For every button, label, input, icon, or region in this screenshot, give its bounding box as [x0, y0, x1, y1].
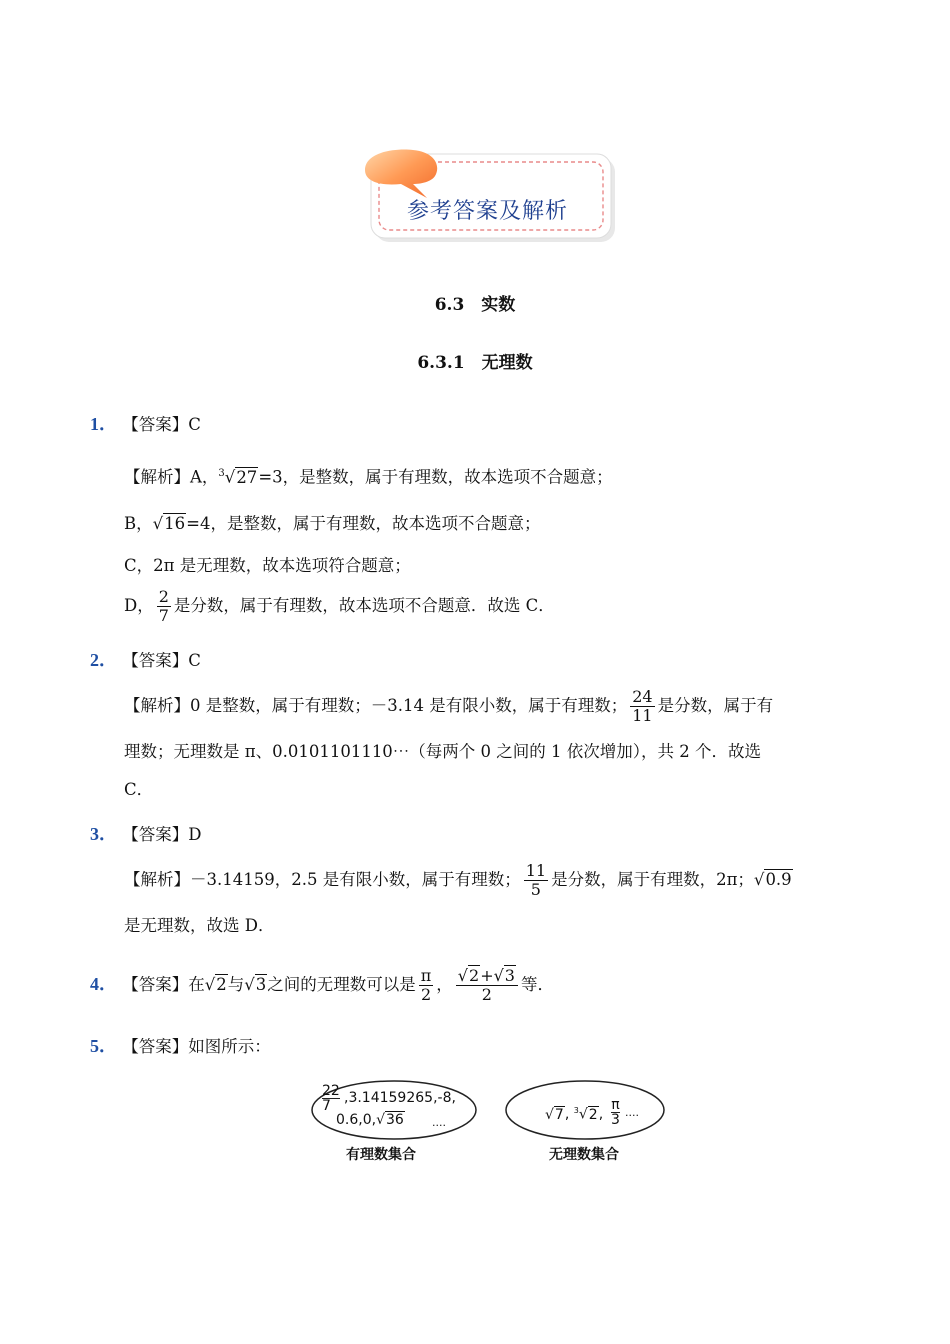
q2-answer-line	[90, 648, 201, 673]
q1-analysis-b	[124, 512, 540, 536]
sqrt-3: √3	[244, 975, 267, 994]
sqrt-3: √3	[493, 966, 515, 985]
answer-label: 【答案】	[122, 415, 189, 434]
fraction-sum-roots	[456, 967, 518, 1004]
answer-value: D	[188, 825, 202, 844]
denominator: 3	[611, 1112, 620, 1128]
irrational-fraction-pi-3	[611, 1098, 620, 1127]
radicand: 16	[164, 514, 186, 533]
irrational-values: √7, $^3$√2,	[545, 1106, 604, 1123]
answer-label: 【答案】	[122, 975, 189, 994]
answer-banner	[355, 148, 620, 248]
irrational-set-diagram	[503, 1078, 667, 1168]
denominator: 2	[481, 985, 492, 1004]
q1-answer-line	[90, 412, 201, 437]
cube-root-27: $^3$√27	[218, 467, 258, 487]
denominator: 7	[158, 606, 169, 625]
answer-text: 与	[227, 975, 245, 994]
sqrt-7: √7	[545, 1106, 564, 1123]
answer-label: 【答案】	[122, 825, 189, 844]
rational-values: 0.6,0,	[336, 1112, 377, 1128]
numerator: 11	[525, 861, 547, 880]
question-number: 1．	[90, 414, 117, 434]
q2-analysis-line1	[124, 684, 773, 728]
question-number: 2．	[90, 650, 117, 670]
numerator: π	[611, 1097, 620, 1113]
radicand: 7	[554, 1106, 564, 1123]
numerator: 22	[322, 1083, 340, 1099]
root-index: 3	[218, 468, 225, 479]
option-prefix: A，	[190, 467, 219, 487]
answer-text: 在	[188, 975, 205, 994]
denominator: 11	[632, 706, 653, 725]
analysis-text: 0 是整数，属于有理数；－3.14 是有限小数，属于有理数；	[190, 696, 628, 715]
question-number: 3．	[90, 824, 117, 844]
fraction-11-5	[524, 862, 548, 899]
fraction-pi-2	[419, 967, 434, 1004]
radicand: 27	[236, 467, 258, 487]
q3-answer-line	[90, 822, 201, 847]
cube-root-2: $^3$√2	[573, 1106, 598, 1123]
denominator: 5	[530, 880, 541, 899]
sqrt-2: √2	[457, 966, 480, 985]
rational-set-label: 有理数集合	[346, 1147, 416, 1163]
radicand: 3	[255, 975, 267, 994]
sqrt-16: √16	[152, 514, 186, 533]
rational-fraction-22-7	[322, 1084, 340, 1113]
q2-analysis-line2: 理数；无理数是 π、0.0101101110⋯（每两个 0 之间的 1 依次增加），共 2 个．故选	[124, 742, 762, 761]
plus-sign: +	[480, 966, 494, 985]
option-prefix: D，	[124, 596, 154, 615]
numerator	[456, 967, 518, 986]
analysis-label: 【解析】	[124, 467, 190, 487]
option-text: =3，是整数，属于有理数，故本选项不合题意；	[258, 467, 613, 487]
radicand: 2	[469, 966, 480, 985]
analysis-label: 【解析】	[124, 870, 190, 889]
rational-ellipsis: ....	[432, 1116, 446, 1129]
analysis-text: －3.14159，2.5 是有限小数，属于有理数；	[190, 870, 521, 889]
q3-analysis-line1	[124, 858, 793, 902]
answer-text: 之间的无理数可以是	[267, 975, 416, 994]
numerator: 24	[632, 687, 653, 706]
radicand: 3	[504, 966, 515, 985]
fraction-2-7	[157, 588, 171, 625]
rational-set-diagram	[308, 1078, 480, 1168]
q2-analysis-line3: C．	[124, 780, 154, 799]
option-prefix: B，	[124, 514, 153, 533]
sqrt-2: √2	[204, 975, 227, 994]
analysis-text: 是分数，属于有理数，2π；	[551, 870, 754, 889]
answer-value: C	[188, 651, 201, 670]
q1-analysis-d	[124, 584, 555, 628]
radicand: 2	[588, 1106, 598, 1123]
numerator: 2	[158, 587, 169, 606]
option-text: =4，是整数，属于有理数，故本选项不合题意；	[186, 514, 541, 533]
separator: ，	[436, 975, 453, 994]
numerator: π	[420, 966, 432, 985]
radicand: 36	[386, 1112, 404, 1128]
sqrt-0-9: √0.9	[753, 870, 792, 889]
answer-label: 【答案】	[122, 651, 189, 670]
subsection-heading: 6.3.1 无理数	[417, 353, 533, 373]
analysis-text: 是分数，属于有	[657, 696, 774, 715]
rational-line2	[336, 1112, 405, 1128]
q1-analysis-a	[124, 462, 613, 490]
option-text: 是分数，属于有理数，故本选项不合题意．故选 C．	[173, 596, 555, 615]
q5-answer-line	[90, 1034, 271, 1059]
irrational-ellipsis: ....	[625, 1106, 639, 1119]
question-number: 5．	[90, 1036, 117, 1056]
fraction-24-11	[630, 688, 654, 725]
section-heading: 6.3 实数	[434, 295, 516, 315]
sqrt-36: √36	[376, 1112, 404, 1128]
radicand: 2	[216, 975, 227, 994]
rational-line1: ,3.14159265,-8,	[344, 1090, 456, 1106]
answer-text: 如图所示：	[188, 1037, 271, 1056]
answer-value: C	[188, 415, 201, 434]
banner-title: 参考答案及解析	[407, 199, 569, 224]
answer-text: 等．	[520, 975, 554, 994]
irrational-set-label: 无理数集合	[549, 1147, 619, 1163]
q4-answer-line	[90, 958, 554, 1011]
denominator: 2	[420, 985, 432, 1004]
root-index: 3	[573, 1106, 579, 1115]
denominator: 7	[322, 1098, 331, 1114]
q1-analysis-c: C，2π 是无理数，故本选项符合题意；	[124, 556, 411, 575]
analysis-label: 【解析】	[124, 696, 190, 715]
q3-analysis-line2: 是无理数，故选 D．	[124, 916, 275, 935]
answer-label: 【答案】	[122, 1037, 189, 1056]
question-number: 4．	[90, 974, 117, 994]
radicand: 0.9	[765, 870, 792, 889]
